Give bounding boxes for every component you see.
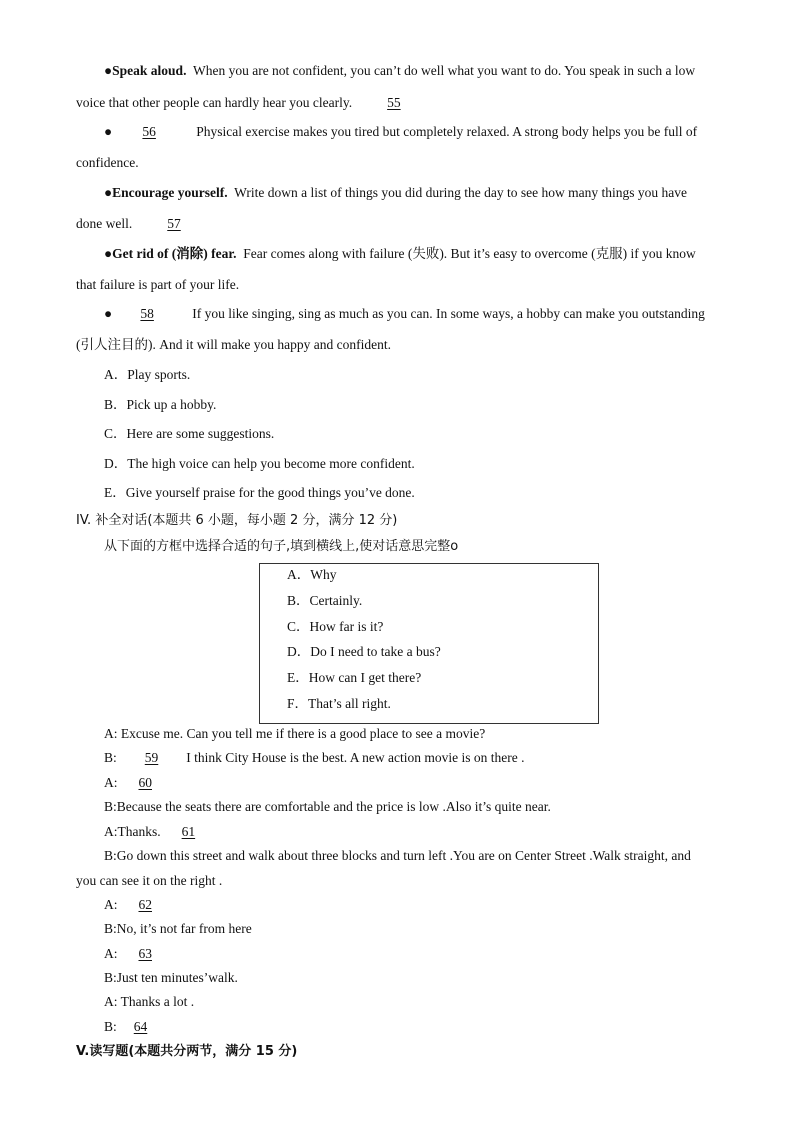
tip-line: confidence. bbox=[76, 155, 139, 170]
dialogue-line: B: 64 bbox=[104, 1018, 158, 1036]
box-option: D．Do I need to take a bus? bbox=[287, 644, 441, 659]
dialogue-line: B: 59 I think City House is the best. A new action movie is on there . bbox=[104, 750, 525, 765]
dialogue-line: A: Thanks a lot . bbox=[104, 994, 195, 1009]
dialogue-line: you can see it on the right . bbox=[76, 873, 223, 888]
dialogue-line: A: 62 bbox=[104, 896, 166, 914]
tip-line: ● 56 Physical exercise makes you tired but completely relaxed. A strong body helps you be full of bbox=[104, 124, 698, 139]
option-item: D．The high voice can help you become more confident. bbox=[104, 456, 415, 471]
dialogue-line: A:Thanks. 61 bbox=[104, 823, 209, 841]
dialogue-line: B:Go down this street and walk about three blocks and turn left .You are on Center Street .Walk straight, and bbox=[104, 848, 691, 863]
option-item: B．Pick up a hobby. bbox=[104, 397, 217, 412]
answer-blank[interactable]: 61 bbox=[181, 824, 196, 839]
answer-blank[interactable]: 57 bbox=[167, 216, 181, 231]
box-option: F．That’s all right. bbox=[287, 696, 391, 711]
tip-line: ● 58 If you like singing, sing as much as you can. In some ways, a hobby can make you outstanding bbox=[104, 306, 705, 321]
dialogue-line: A: Excuse me. Can you tell me if there is a good place to see a movie? bbox=[104, 726, 486, 741]
section-heading: V.读写题(本题共分两节，满分 15 分) bbox=[76, 1044, 298, 1059]
answer-blank[interactable]: 60 bbox=[138, 775, 152, 790]
tip-line: ●Get rid of (消除) fear. Fear comes along with failure (失败). But it’s easy to overcome (克服) if you know bbox=[104, 246, 696, 261]
option-item: A．Play sports. bbox=[104, 367, 191, 382]
box-option: A．Why bbox=[287, 567, 337, 582]
answer-blank[interactable]: 59 bbox=[144, 750, 159, 765]
tip-line: (引人注目的). And it will make you happy and confident. bbox=[76, 337, 391, 352]
box-option: E．How can I get there? bbox=[287, 670, 422, 685]
options-box bbox=[259, 563, 599, 724]
dialogue-line: A: 63 bbox=[104, 945, 166, 963]
tip-title: Get rid of (消除) fear. bbox=[112, 246, 237, 261]
option-item: C．Here are some suggestions. bbox=[104, 426, 275, 441]
dialogue-line: A: 60 bbox=[104, 774, 166, 792]
tip-title: Speak aloud. bbox=[112, 63, 187, 78]
answer-blank[interactable]: 63 bbox=[138, 946, 152, 961]
tip-line: that failure is part of your life. bbox=[76, 277, 240, 292]
tip-line: ●Speak aloud. When you are not confident, you can’t do well what you want to do. You speak in such a low bbox=[104, 63, 696, 78]
tip-line: done well. 57 bbox=[76, 215, 209, 233]
answer-blank[interactable]: 64 bbox=[133, 1019, 148, 1034]
box-option: C．How far is it? bbox=[287, 619, 384, 634]
section-heading: IV. 补全对话(本题共 6 小题，每小题 2 分，满分 12 分) bbox=[76, 513, 398, 528]
tip-title: Encourage yourself. bbox=[112, 185, 228, 200]
tip-line: voice that other people can hardly hear you clearly. 55 bbox=[76, 94, 429, 112]
answer-blank[interactable]: 56 bbox=[142, 124, 156, 139]
box-option: B．Certainly. bbox=[287, 593, 363, 608]
dialogue-line: B:Because the seats there are comfortable and the price is low .Also it’s quite near. bbox=[104, 799, 551, 814]
tip-line: ●Encourage yourself. Write down a list of things you did during the day to see how many things you have bbox=[104, 185, 687, 200]
option-item: E．Give yourself praise for the good things you’ve done. bbox=[104, 485, 415, 500]
answer-blank[interactable]: 55 bbox=[387, 95, 401, 110]
answer-blank[interactable]: 62 bbox=[138, 897, 152, 912]
section-instruction: 从下面的方框中选择合适的句子,填到横线上,使对话意思完整o bbox=[104, 539, 459, 554]
dialogue-line: B:No, it’s not far from here bbox=[104, 921, 252, 936]
dialogue-line: B:Just ten minutes’walk. bbox=[104, 970, 238, 985]
answer-blank[interactable]: 58 bbox=[140, 306, 154, 321]
